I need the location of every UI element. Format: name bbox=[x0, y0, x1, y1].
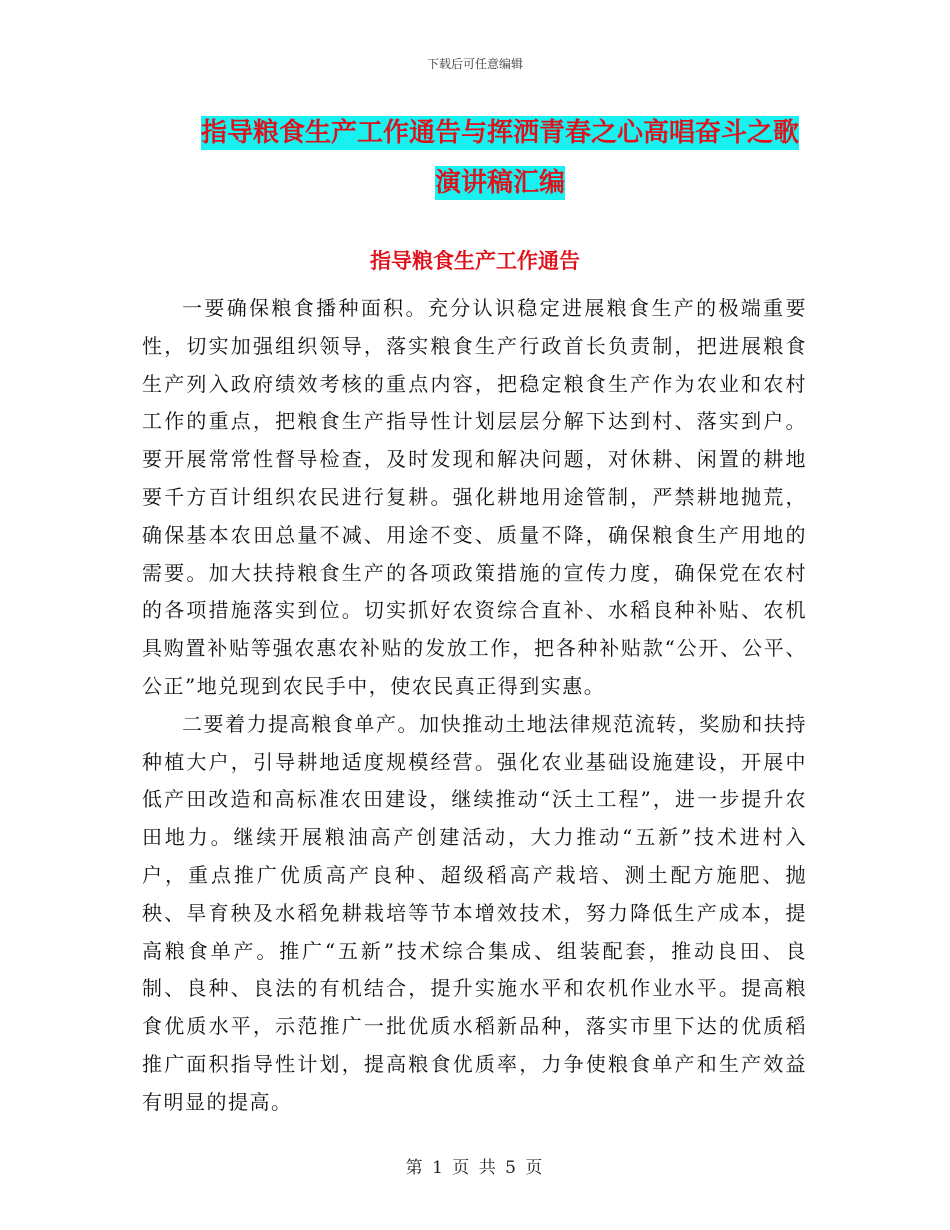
paragraph-2: 二要着力提高粮食单产。加快推动土地法律规范流转，奖励和扶持种植大户，引导耕地适度规模经营。强化农业基础设施建设，开展中低产田改造和高标准农田建设，继续推动“沃土工程”，进一步提升农田地力。继续开展粮油高产创建活动，大力推动“五新”技术进村入户，重点推广优质高产良种、超级稻高产栽培、测土配方施肥、抛秧、旱育秧及水稻免耕栽培等节本增效技术，努力降低生产成本，提高粮食单产。推广“五新”技术综合集成、组装配套，推动良田、良制、良种、良法的有机结合，提升实施水平和农机作业水平。提高粮食优质水平，示范推广一批优质水稻新品种，落实市里下达的优质稻推广面积指导性计划，提高粮食优质率，力争使粮食单产和生产效益有明显的提高。 bbox=[142, 711, 807, 1114]
page-number-footer: 第 1 页 共 5 页 bbox=[405, 1158, 545, 1178]
page-header-note: 下载后可任意编辑 bbox=[426, 57, 523, 71]
document-title bbox=[150, 108, 850, 208]
paragraph-1: 一要确保粮食播种面积。充分认识稳定进展粮食生产的极端重要性，切实加强组织领导，落实粮食生产行政首长负责制，把进展粮食生产列入政府绩效考核的重点内容，把稳定粮食生产作为农业和农村工作的重点，把粮食生产指导性计划层层分解下达到村、落实到户。要开展常常性督导检查，及时发现和解决问题，对休耕、闲置的耕地要千方百计组织农民进行复耕。强化耕地用途管制，严禁耕地抛荒，确保基本农田总量不减、用途不变、质量不降，确保粮食生产用地的需要。加大扶持粮食生产的各项政策措施的宣传力度，确保党在农村的各项措施落实到位。切实抓好农资综合直补、水稻良种补贴、农机具购置补贴等强农惠农补贴的发放工作，把各种补贴款“公开、公平、公正”地兑现到农民手中，使农民真正得到实惠。 bbox=[142, 296, 807, 698]
document-title-line-2: 演讲稿汇编 bbox=[434, 168, 565, 198]
section-title: 指导粮食生产工作通告 bbox=[370, 249, 580, 273]
document-title-line-1: 指导粮食生产工作通告与挥洒青春之心高唱奋斗之歌 bbox=[200, 118, 799, 148]
document-body bbox=[142, 290, 807, 1122]
